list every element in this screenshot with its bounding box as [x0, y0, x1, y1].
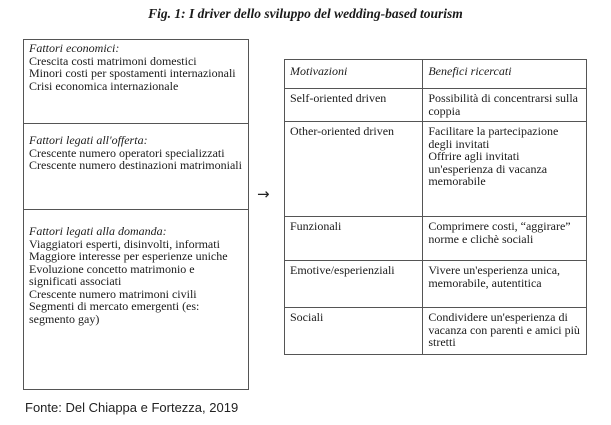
- list-item: Minori costi per spostamenti internazionali: [29, 66, 236, 80]
- figure-title: Fig. 1: I driver dello sviluppo del wedding-based tourism: [148, 6, 463, 21]
- box-heading: Fattori legati all'offerta:: [29, 133, 148, 147]
- box-heading: Fattori legati alla domanda:: [29, 224, 167, 238]
- table-row: [285, 261, 587, 308]
- list-item: Crescita costi matrimoni domestici: [29, 53, 197, 68]
- benefits-cell: [423, 261, 587, 308]
- benefit-text: Condividere un'esperienza di vacanza con parenti e amici più stretti: [428, 310, 580, 349]
- list-item: Viaggiatori esperti, disinvolti, informati: [29, 236, 220, 251]
- box-heading: Fattori economici:: [29, 41, 120, 55]
- benefit-text: Offrire agli invitati un'esperienza di vacanza memorabile: [428, 149, 548, 188]
- benefits-cell: [423, 122, 587, 217]
- supply-factors-box: [24, 123, 248, 209]
- motivation-cell: Funzionali: [285, 217, 423, 261]
- list-item: Evoluzione concetto matrimonio e significati associati: [29, 261, 195, 288]
- benefits-cell: [423, 89, 587, 122]
- source-caption: Fonte: Del Chiappa e Fortezza, 2019: [25, 400, 239, 415]
- benefit-text: Comprimere costi, “aggirare” norme e clichè sociali: [428, 219, 571, 246]
- list-item: Crisi economica internazionale: [29, 78, 179, 93]
- motivations-table: [284, 59, 587, 355]
- economic-factors-box: [24, 40, 248, 123]
- table-row: [285, 89, 587, 122]
- list-item: Crescente numero destinazioni matrimoniali: [29, 158, 242, 172]
- benefits-cell: [423, 217, 587, 261]
- right-arrow-icon: →: [257, 185, 270, 203]
- list-item: Crescente numero operatori specializzati: [29, 145, 225, 160]
- table-row: [285, 122, 587, 217]
- table-header-row: [285, 60, 587, 89]
- list-item: Crescente numero matrimoni civili: [29, 286, 197, 301]
- column-header: Motivazioni: [285, 60, 423, 89]
- benefit-text: Vivere un'esperienza unica, memorabile, autentitica: [428, 263, 561, 290]
- list-item: Segmenti di mercato emergenti (es: segmento gay): [29, 299, 200, 326]
- demand-factors-box: [24, 209, 248, 389]
- benefits-cell: [423, 308, 587, 355]
- motivation-cell: Other-oriented driven: [285, 122, 423, 217]
- motivation-cell: Sociali: [285, 308, 423, 355]
- column-header: Benefici ricercati: [423, 60, 587, 89]
- benefit-text: Possibilità di concentrarsi sulla coppia: [428, 91, 578, 118]
- list-item: Maggiore interesse per esperienze uniche: [29, 249, 228, 263]
- benefit-text: Facilitare la partecipazione degli invitati: [428, 124, 559, 151]
- table-row: [285, 217, 587, 261]
- motivation-cell: Emotive/esperienziali: [285, 261, 423, 308]
- table-row: [285, 308, 587, 355]
- drivers-panel: [23, 39, 249, 390]
- motivation-cell: Self-oriented driven: [285, 89, 423, 122]
